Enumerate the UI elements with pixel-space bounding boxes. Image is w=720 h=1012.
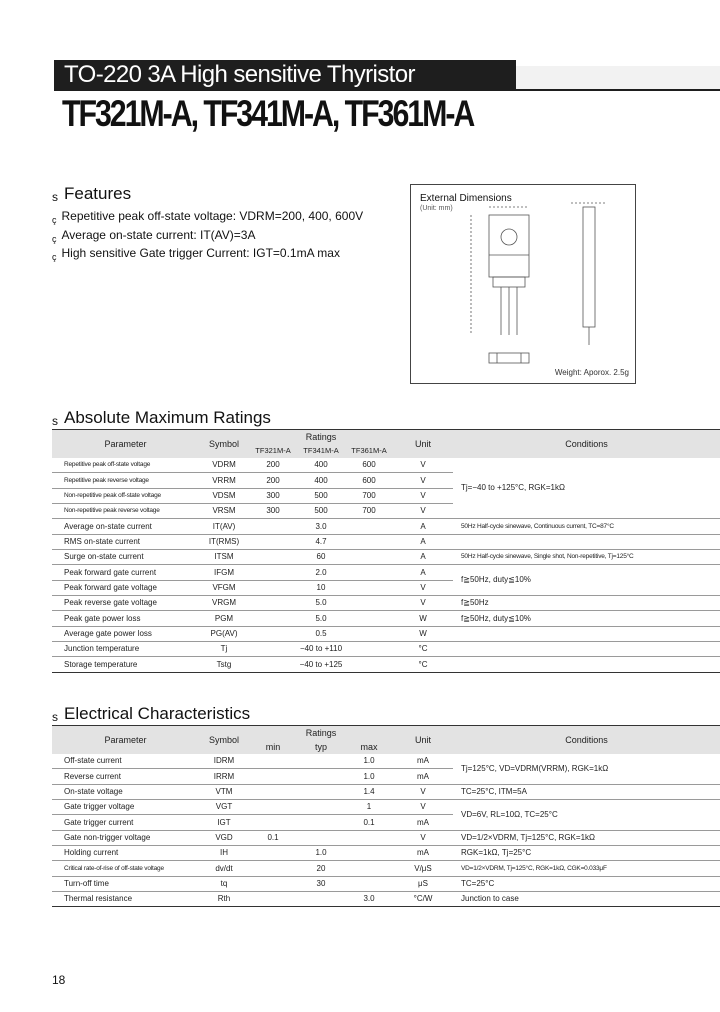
min-cell	[249, 769, 297, 784]
condition-cell: TC=25°C, ITM=5A	[461, 786, 527, 796]
unit-cell: V	[420, 582, 426, 592]
value-cell: 500	[314, 490, 328, 500]
table-row	[52, 458, 720, 473]
table-row	[52, 519, 720, 534]
table-row	[52, 626, 720, 641]
unit-cell: V/μS	[414, 863, 432, 873]
param-cell: Holding current	[64, 848, 119, 858]
table-row	[52, 784, 720, 799]
feature-text: High sensitive Gate trigger Current: IGT=0.1mA max	[61, 246, 340, 260]
symbol-cell: ITSM	[214, 552, 234, 562]
table-row	[52, 611, 720, 626]
param-cell: Surge on-state current	[64, 552, 144, 562]
param-cell: Gate non-trigger voltage	[64, 832, 151, 842]
unit-cell: V	[420, 490, 426, 500]
typ-cell	[297, 815, 345, 830]
value-cell: 400	[314, 475, 328, 485]
unit-cell: V	[420, 832, 426, 842]
abs-max-heading-text: Absolute Maximum Ratings	[64, 408, 271, 427]
param-cell: Critical rate-of-rise of off-state voltage	[64, 864, 164, 872]
typ-cell	[297, 830, 345, 845]
max-cell: 1.4	[363, 786, 375, 796]
symbol-cell: tq	[220, 878, 228, 888]
symbol-cell: IDRM	[213, 755, 235, 765]
feature-bullet: ç	[52, 252, 57, 262]
value-cell: 300	[266, 506, 280, 516]
symbol-cell: IH	[220, 848, 228, 858]
unit-cell: mA	[417, 755, 430, 765]
col-symbol: Symbol	[208, 734, 239, 745]
max-cell	[345, 876, 393, 891]
max-cell: 3.0	[363, 894, 375, 904]
col-tf361: TF361M-A	[351, 445, 387, 455]
symbol-cell: VGD	[215, 832, 233, 842]
value-cell: 700	[362, 506, 376, 516]
symbol-cell: Rth	[217, 894, 231, 904]
typ-cell	[297, 800, 345, 815]
unit-cell: V	[420, 475, 426, 485]
param-cell: Average gate power loss	[64, 628, 152, 638]
value-cell: 10	[316, 582, 326, 592]
table-row	[52, 565, 720, 580]
symbol-cell: VDRM	[212, 459, 236, 469]
param-cell: Non-repetitive peak reverse voltage	[64, 507, 160, 515]
param-cell: RMS on-state current	[64, 536, 141, 546]
unit-cell: W	[419, 628, 427, 638]
max-cell	[345, 830, 393, 845]
table-header-row	[52, 430, 720, 444]
min-cell	[249, 784, 297, 799]
param-cell: Repetitive peak reverse voltage	[64, 476, 149, 484]
col-tf321: TF321M-A	[255, 445, 291, 455]
section-bullet: s	[52, 190, 58, 204]
typ-cell	[297, 892, 345, 907]
col-ratings: Ratings	[305, 431, 337, 442]
param-cell: Reverse current	[64, 771, 121, 781]
value-cell: 0.5	[315, 628, 327, 638]
symbol-cell: IFGM	[214, 567, 234, 577]
title-bar-shade	[516, 66, 720, 90]
condition-cell: VD=6V, RL=10Ω, TC=25°C	[461, 809, 558, 819]
features-heading	[52, 184, 131, 205]
value-cell: 700	[362, 490, 376, 500]
table-row	[52, 754, 720, 769]
section-bullet: s	[52, 710, 58, 724]
param-cell: Off-state current	[64, 755, 122, 765]
table-row	[52, 596, 720, 611]
table-header-row	[52, 726, 720, 740]
param-cell: Junction temperature	[64, 644, 140, 654]
elec-table	[52, 725, 720, 907]
symbol-cell: IRRM	[213, 771, 235, 781]
value-cell: 5.0	[315, 598, 327, 608]
min-cell	[249, 876, 297, 891]
max-cell	[345, 861, 393, 876]
title-rule	[54, 89, 720, 91]
value-cell: 3.0	[315, 521, 327, 531]
value-cell: −40 to +125	[299, 659, 343, 669]
condition-cell: Tj=−40 to +125°C, RGK=1kΩ	[461, 482, 565, 492]
symbol-cell: Tj	[220, 644, 228, 654]
max-cell: 0.1	[363, 817, 375, 827]
feature-text: Repetitive peak off-state voltage: VDRM=200, 400, 600V	[61, 209, 364, 223]
abs-max-table	[52, 429, 720, 673]
features-heading-text: Features	[64, 184, 132, 203]
feature-bullet: ç	[52, 233, 57, 244]
max-cell: 1.0	[363, 755, 375, 765]
param-cell: Peak gate power loss	[64, 613, 141, 623]
unit-cell: mA	[417, 848, 430, 858]
col-conditions: Conditions	[565, 734, 608, 745]
max-cell	[345, 846, 393, 861]
condition-cell: RGK=1kΩ, Tj=25°C	[461, 848, 532, 858]
col-typ: typ	[314, 741, 327, 752]
col-parameter: Parameter	[104, 734, 147, 745]
condition-cell	[453, 534, 720, 549]
table-row	[52, 892, 720, 907]
param-cell: Peak forward gate voltage	[64, 582, 157, 592]
value-cell: 300	[266, 490, 280, 500]
unit-cell: °C	[418, 659, 428, 669]
dimensions-weight: Weight: Aporox. 2.5g	[554, 368, 629, 377]
dimensions-unit: (Unit: mm)	[420, 205, 453, 212]
unit-cell: °C	[418, 644, 428, 654]
value-cell: 400	[314, 459, 328, 469]
condition-cell: f≧50Hz	[461, 598, 489, 608]
col-tf341: TF341M-A	[303, 445, 339, 455]
max-cell: 1	[366, 802, 372, 812]
param-cell: Non-repetitive peak off-state voltage	[64, 491, 161, 499]
param-cell: Gate trigger current	[64, 817, 134, 827]
condition-cell: VD=1/2×VDRM, Tj=125°C, RGK=1kΩ, CGK=0.033μF	[461, 864, 607, 872]
col-parameter: Parameter	[104, 438, 147, 449]
condition-cell: VD=1/2×VDRM, Tj=125°C, RGK=1kΩ	[461, 832, 595, 842]
mounting-hole	[501, 229, 517, 245]
col-ratings: Ratings	[305, 727, 337, 738]
unit-cell: A	[420, 552, 426, 562]
min-cell: 0.1	[267, 832, 279, 842]
part-numbers: TF321M-A, TF341M-A, TF361M-A	[62, 93, 474, 134]
section-bullet: s	[52, 414, 58, 428]
symbol-cell: VGT	[215, 802, 233, 812]
min-cell	[249, 846, 297, 861]
symbol-cell: Tstg	[216, 659, 232, 669]
unit-cell: A	[420, 521, 426, 531]
condition-cell	[453, 642, 720, 657]
symbol-cell: VRRM	[212, 475, 236, 485]
table-row	[52, 657, 720, 672]
table-row	[52, 830, 720, 845]
title-bar	[54, 60, 516, 90]
col-unit: Unit	[415, 734, 432, 745]
typ-cell	[297, 754, 345, 769]
page-title: TO-220 3A High sensitive Thyristor	[64, 61, 415, 88]
abs-max-heading	[52, 408, 271, 429]
table-row	[52, 800, 720, 815]
typ-cell: 1.0	[315, 848, 327, 858]
package-body	[489, 215, 529, 277]
param-cell: Turn-off time	[64, 878, 109, 888]
param-cell: Storage temperature	[64, 659, 138, 669]
unit-cell: V	[420, 506, 426, 516]
unit-cell: V	[420, 802, 426, 812]
table-row	[52, 876, 720, 891]
symbol-cell: dv/dt	[215, 863, 233, 873]
unit-cell: A	[420, 567, 426, 577]
condition-cell: f≧50Hz, duty≦10%	[461, 575, 531, 585]
col-max: max	[360, 741, 378, 752]
symbol-cell: IT(AV)	[212, 521, 236, 531]
symbol-cell: IT(RMS)	[208, 536, 240, 546]
typ-cell	[297, 769, 345, 784]
value-cell: 600	[362, 475, 376, 485]
min-cell	[249, 800, 297, 815]
feature-item	[52, 227, 363, 246]
feature-item	[52, 208, 363, 227]
value-cell: 4.7	[315, 536, 327, 546]
unit-cell: μS	[418, 878, 428, 888]
typ-cell: 20	[316, 863, 326, 873]
side-view	[583, 207, 595, 327]
feature-item	[52, 245, 363, 264]
bottom-view	[489, 353, 529, 363]
max-cell: 1.0	[363, 771, 375, 781]
col-min: min	[265, 741, 281, 752]
unit-cell: V	[420, 459, 426, 469]
symbol-cell: IGT	[217, 817, 231, 827]
param-cell: Thermal resistance	[64, 894, 133, 904]
col-conditions: Conditions	[565, 438, 608, 449]
unit-cell: W	[419, 613, 427, 623]
value-cell: 200	[266, 475, 280, 485]
unit-cell: mA	[417, 817, 430, 827]
typ-cell: 30	[316, 878, 326, 888]
table-row	[52, 534, 720, 549]
param-cell: Peak forward gate current	[64, 567, 157, 577]
param-cell: Average on-state current	[64, 521, 152, 531]
condition-cell: 50Hz Half-cycle sinewave, Continuous current, TC=87°C	[461, 522, 614, 530]
value-cell: 2.0	[315, 567, 327, 577]
symbol-cell: VTM	[215, 786, 233, 796]
col-unit: Unit	[415, 438, 432, 449]
unit-cell: V	[420, 786, 426, 796]
condition-cell	[453, 657, 720, 672]
condition-cell: TC=25°C	[461, 878, 495, 888]
value-cell: 200	[266, 459, 280, 469]
value-cell: 60	[316, 552, 326, 562]
symbol-cell: PG(AV)	[210, 628, 238, 638]
condition-cell: f≧50Hz, duty≦10%	[461, 613, 531, 623]
elec-heading	[52, 704, 250, 725]
unit-cell: V	[420, 598, 426, 608]
page-number: 18	[52, 973, 66, 987]
value-cell: −40 to +110	[299, 644, 343, 654]
symbol-cell: VFGM	[212, 582, 236, 592]
feature-text: Average on-state current: IT(AV)=3A	[61, 227, 256, 242]
symbol-cell: VRSM	[212, 506, 236, 516]
table-row	[52, 846, 720, 861]
min-cell	[249, 861, 297, 876]
feature-bullet: ç	[52, 215, 57, 225]
param-cell: On-state voltage	[64, 786, 123, 796]
symbol-cell: VDSM	[212, 490, 236, 500]
condition-cell: Junction to case	[461, 894, 519, 904]
value-cell: 5.0	[315, 613, 327, 623]
min-cell	[249, 815, 297, 830]
condition-cell	[453, 626, 720, 641]
table-row	[52, 861, 720, 876]
value-cell: 500	[314, 506, 328, 516]
param-cell: Repetitive peak off-state voltage	[64, 460, 151, 468]
features-list	[52, 208, 363, 264]
typ-cell	[297, 784, 345, 799]
param-cell: Gate trigger voltage	[64, 802, 135, 812]
unit-cell: °C/W	[413, 894, 433, 904]
unit-cell: mA	[417, 771, 430, 781]
symbol-cell: VRGM	[212, 598, 236, 608]
package-outline-drawing	[411, 185, 637, 385]
min-cell	[249, 892, 297, 907]
param-cell: Peak reverse gate voltage	[64, 598, 157, 608]
min-cell	[249, 754, 297, 769]
table-row	[52, 550, 720, 565]
value-cell: 600	[362, 459, 376, 469]
elec-heading-text: Electrical Characteristics	[64, 704, 251, 723]
col-symbol: Symbol	[208, 438, 239, 449]
condition-cell: Tj=125°C, VD=VDRM(VRRM), RGK=1kΩ	[461, 763, 609, 773]
condition-cell: 50Hz Half-cycle sinewave, Single shot, Non-repetitive, Tj=125°C	[461, 553, 634, 561]
dimensions-title: External Dimensions	[420, 193, 512, 204]
symbol-cell: PGM	[214, 613, 234, 623]
unit-cell: A	[420, 536, 426, 546]
external-dimensions-box	[410, 184, 636, 384]
table-row	[52, 642, 720, 657]
